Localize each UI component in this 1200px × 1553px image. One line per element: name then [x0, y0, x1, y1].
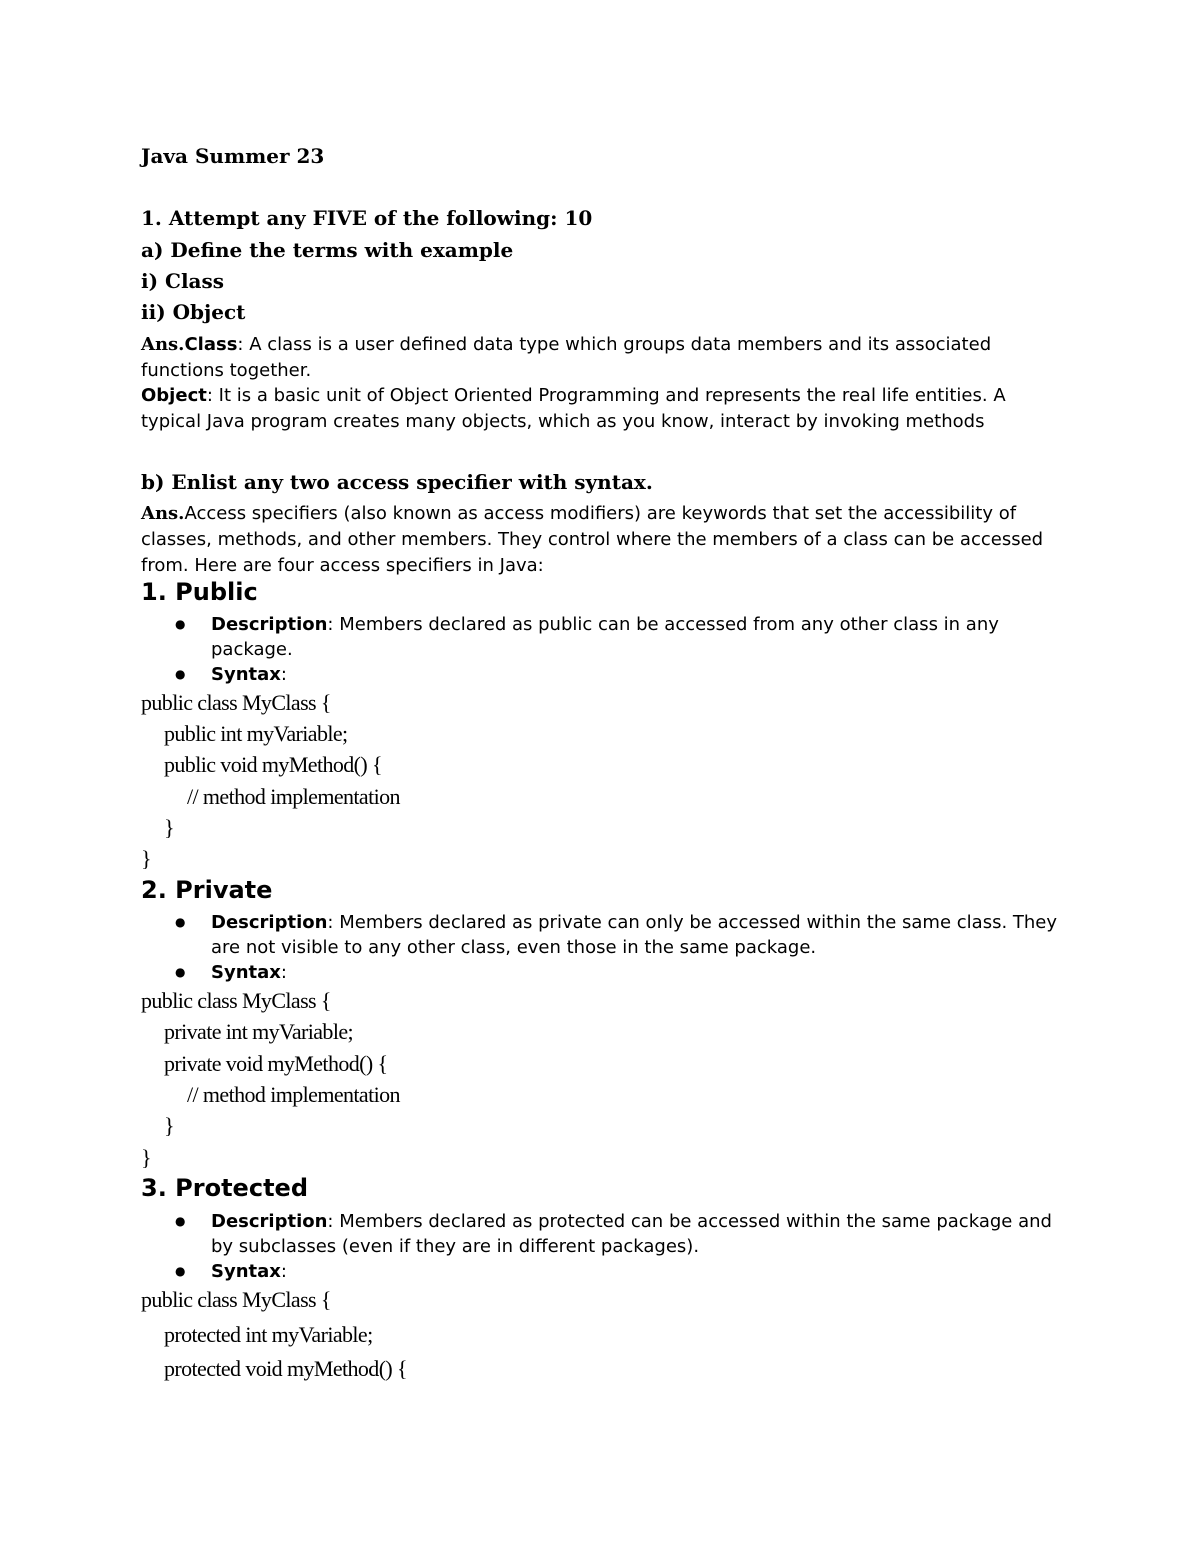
list-item — [175, 960, 1071, 985]
list-item — [175, 662, 1071, 687]
specifier-heading-protected: 3. Protected — [141, 1174, 308, 1202]
list-item — [175, 612, 1071, 662]
description-label: Description — [211, 614, 328, 635]
ans-label: Ans. — [141, 334, 185, 355]
code-line: } — [164, 815, 174, 840]
bullet-icon: ● — [175, 965, 186, 979]
bullet-icon: ● — [175, 1214, 186, 1228]
bullet-icon: ● — [175, 617, 186, 631]
code-line: public class MyClass { — [141, 690, 331, 715]
object-definition: : It is a basic unit of Object Oriented Programming and represents the real life entities. A typical Java program creates many objects, which as you know, interact by invoking methods — [141, 385, 1006, 432]
private-bullet-list — [175, 910, 1071, 985]
description-text: : Members declared as public can be accessed from any other class in any package. — [211, 614, 999, 660]
description-text: : Members declared as private can only be accessed within the same class. They are not visible to any other class, even those in the same package. — [211, 912, 1058, 958]
code-line: protected void myMethod() { — [164, 1356, 408, 1381]
list-item — [175, 1209, 1071, 1259]
code-line: // method implementation — [187, 784, 400, 809]
description-label: Description — [211, 912, 328, 933]
specifier-heading-private: 2. Private — [141, 876, 273, 904]
list-item — [175, 1259, 1071, 1284]
protected-bullet-list — [175, 1209, 1071, 1284]
code-line: protected int myVariable; — [164, 1322, 373, 1347]
question-heading: 1. Attempt any FIVE of the following: 10 — [141, 206, 593, 230]
bullet-icon: ● — [175, 915, 186, 929]
class-term: Class — [184, 334, 238, 355]
answer-object-paragraph — [141, 383, 1061, 435]
code-line: public class MyClass { — [141, 1287, 331, 1312]
syntax-colon: : — [280, 1261, 287, 1282]
answer-class-paragraph — [141, 332, 1061, 384]
list-item — [175, 910, 1071, 960]
bullet-icon: ● — [175, 1264, 186, 1278]
code-line: public int myVariable; — [164, 721, 348, 746]
answer-access-specifiers-paragraph — [141, 501, 1056, 579]
part-a-heading: a) Define the terms with example — [141, 238, 514, 262]
access-specifiers-intro: Access specifiers (also known as access modifiers) are keywords that set the accessibility of classes, methods, and other members. They control where the members of a class can be accessed from. Here are four access specifiers in Java: — [141, 503, 1044, 576]
part-b-heading: b) Enlist any two access specifier with syntax. — [141, 470, 653, 494]
syntax-colon: : — [280, 664, 287, 685]
syntax-colon: : — [280, 962, 287, 983]
bullet-icon: ● — [175, 667, 186, 681]
ans-label: Ans. — [141, 503, 185, 524]
specifier-heading-public: 1. Public — [141, 578, 258, 606]
code-line: public class MyClass { — [141, 988, 331, 1013]
document-title: Java Summer 23 — [141, 144, 325, 168]
part-a-item-class: i) Class — [141, 269, 225, 293]
part-a-item-object: ii) Object — [141, 300, 246, 324]
object-term: Object — [141, 385, 207, 406]
syntax-label: Syntax — [211, 962, 281, 983]
code-line: } — [164, 1113, 174, 1138]
code-line: private void myMethod() { — [164, 1051, 388, 1076]
code-line: // method implementation — [187, 1082, 400, 1107]
code-line: } — [141, 1145, 151, 1170]
public-bullet-list — [175, 612, 1071, 687]
code-line: public void myMethod() { — [164, 752, 382, 777]
class-definition: : A class is a user defined data type which groups data members and its associated functions together. — [141, 334, 992, 381]
code-line: } — [141, 846, 151, 871]
syntax-label: Syntax — [211, 1261, 281, 1282]
description-label: Description — [211, 1211, 328, 1232]
code-line: private int myVariable; — [164, 1019, 354, 1044]
description-text: : Members declared as protected can be accessed within the same package and by subclasses (even if they are in different packages). — [211, 1211, 1052, 1257]
syntax-label: Syntax — [211, 664, 281, 685]
